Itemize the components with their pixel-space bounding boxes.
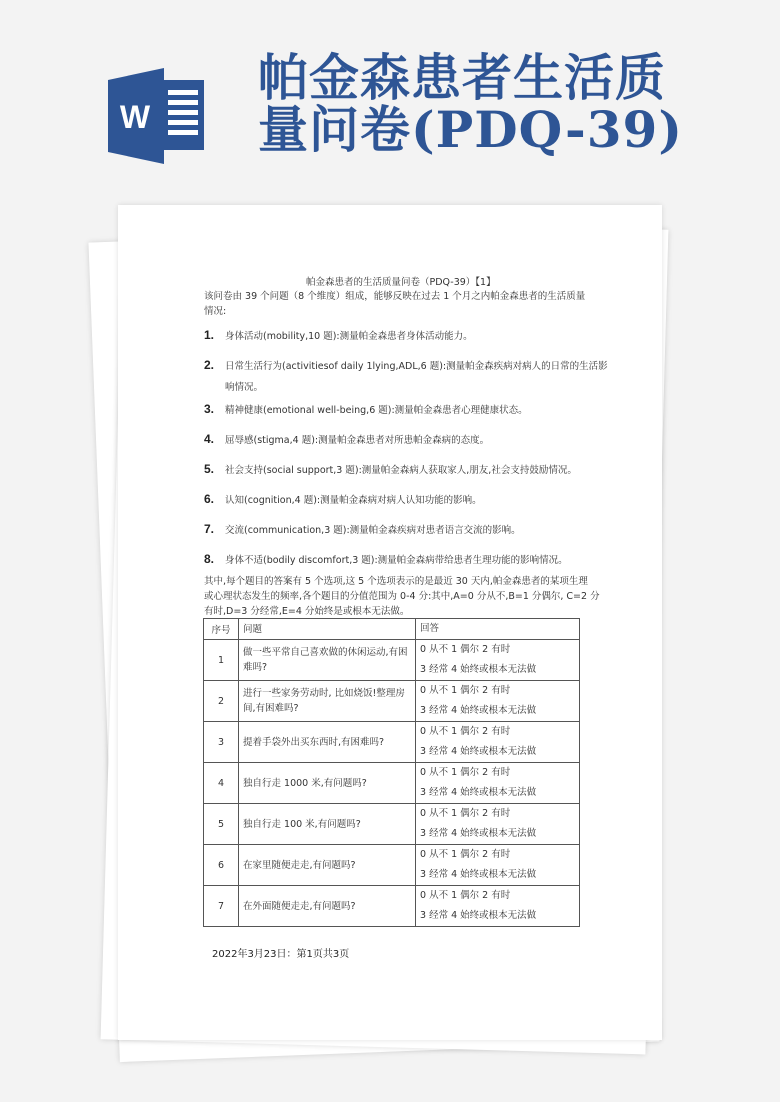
paragraph-line: 有时,D=3 分经常,E=4 分始终是或根本无法做。: [204, 606, 410, 617]
list-item: 精神健康(emotional well-being,6 题):测量帕金森患者心理健康状态。: [225, 405, 528, 416]
row-question: 进行一些家务劳动时, 比如烧饭!整理房间,有困难吗?: [239, 681, 416, 722]
table-row: [204, 640, 580, 681]
list-item: 交流(communication,3 题):测量帕金森疾病对患者语言交流的影响。: [225, 525, 521, 536]
list-number: 7.: [204, 522, 215, 536]
table-row: [204, 763, 580, 804]
row-question: 提着手袋外出买东西时,有困难吗?: [239, 722, 416, 763]
list-number: 5.: [204, 462, 215, 476]
answer-options: 3 经常 4 始终或根本无法做: [420, 705, 537, 716]
answer-options: 0 从不 1 偶尔 2 有时: [420, 849, 511, 860]
list-item: 身体活动(mobility,10 题):测量帕金森患者身体活动能力。: [225, 331, 473, 342]
row-number: 1: [204, 640, 239, 681]
word-icon: [108, 68, 208, 164]
list-item: 屈辱感(stigma,4 题):测量帕金森患者对所患帕金森病的态度。: [225, 435, 490, 446]
answer-options: 0 从不 1 偶尔 2 有时: [420, 685, 511, 696]
table-header: [204, 619, 580, 640]
answer-options: 3 经常 4 始终或根本无法做: [420, 746, 537, 757]
questions-table: [203, 618, 580, 927]
header-question: 问题: [239, 619, 416, 640]
row-question: 在家里随便走走,有问题吗?: [239, 845, 416, 886]
list-item: 认知(cognition,4 题):测量帕金森病对病人认知功能的影响。: [225, 495, 482, 506]
row-number: 7: [204, 886, 239, 927]
row-number: 5: [204, 804, 239, 845]
list-number: 3.: [204, 402, 215, 416]
answer-options: 3 经常 4 始终或根本无法做: [420, 787, 537, 798]
row-number: 4: [204, 763, 239, 804]
answer-options: 0 从不 1 偶尔 2 有时: [420, 767, 511, 778]
table-row: [204, 681, 580, 722]
table-row: [204, 845, 580, 886]
answer-options: 0 从不 1 偶尔 2 有时: [420, 726, 511, 737]
table-row: [204, 722, 580, 763]
intro-line: 该问卷由 39 个问题（8 个维度）组成，能够反映在过去 1 个月之内帕金森患者的生活质量: [204, 291, 586, 302]
title-line-2: 量问卷(PDQ-39): [258, 100, 683, 159]
list-number: 2.: [204, 358, 215, 372]
paragraph-line: 其中,每个题目的答案有 5 个选项,这 5 个选项表示的是最近 30 天内,帕金森患者的某项生理: [204, 576, 588, 587]
list-number: 1.: [204, 328, 215, 342]
row-question: 做一些平常自己喜欢做的休闲运动,有困难吗?: [239, 640, 416, 681]
answer-options: 3 经常 4 始终或根本无法做: [420, 869, 537, 880]
intro-line: 情况:: [204, 306, 227, 317]
row-number: 6: [204, 845, 239, 886]
row-answer: [416, 845, 580, 886]
row-answer: [416, 763, 580, 804]
row-question: 在外面随便走走,有问题吗?: [239, 886, 416, 927]
table-row: [204, 886, 580, 927]
row-answer: [416, 681, 580, 722]
header-answer: 回答: [416, 619, 580, 640]
row-answer: [416, 886, 580, 927]
document-page: [118, 205, 662, 1040]
row-number: 2: [204, 681, 239, 722]
row-answer: [416, 640, 580, 681]
answer-options: 3 经常 4 始终或根本无法做: [420, 910, 537, 921]
row-question: 独自行走 1000 米,有问题吗?: [239, 763, 416, 804]
answer-options: 3 经常 4 始终或根本无法做: [420, 664, 537, 675]
doc-heading: 帕金森患者的生活质量问卷（PDQ-39）【1】: [306, 277, 496, 288]
list-number: 4.: [204, 432, 215, 446]
answer-options: 3 经常 4 始终或根本无法做: [420, 828, 537, 839]
list-item-cont: 响情况。: [225, 382, 264, 393]
list-item: 日常生活行为(activitiesof daily 1lying,ADL,6 题):测量帕金森疾病对病人的日常的生活影: [225, 361, 608, 372]
list-number: 8.: [204, 552, 215, 566]
list-item: 身体不适(bodily discomfort,3 题):测量帕金森病带给患者生理功能的影响情况。: [225, 555, 568, 566]
paragraph-line: 或心理状态发生的频率,各个题目的分值范围为 0-4 分:其中,A=0 分从不,B=1 分偶尔, C=2 分: [204, 591, 600, 602]
row-answer: [416, 722, 580, 763]
table-row: [204, 804, 580, 845]
answer-options: 0 从不 1 偶尔 2 有时: [420, 644, 511, 655]
row-number: 3: [204, 722, 239, 763]
row-question: 独自行走 100 米,有问题吗?: [239, 804, 416, 845]
page-footer: 2022年3月23日：第1页共3页: [212, 949, 350, 960]
header-no: 序号: [204, 619, 239, 640]
page-title: [258, 48, 683, 159]
answer-options: 0 从不 1 偶尔 2 有时: [420, 808, 511, 819]
row-answer: [416, 804, 580, 845]
word-icon-letter: W: [119, 99, 151, 135]
list-number: 6.: [204, 492, 215, 506]
answer-options: 0 从不 1 偶尔 2 有时: [420, 890, 511, 901]
title-line-1: 帕金森患者生活质: [258, 48, 666, 107]
list-item: 社会支持(social support,3 题):测量帕金森病人获取家人,朋友,社会支持鼓励情况。: [225, 465, 577, 476]
